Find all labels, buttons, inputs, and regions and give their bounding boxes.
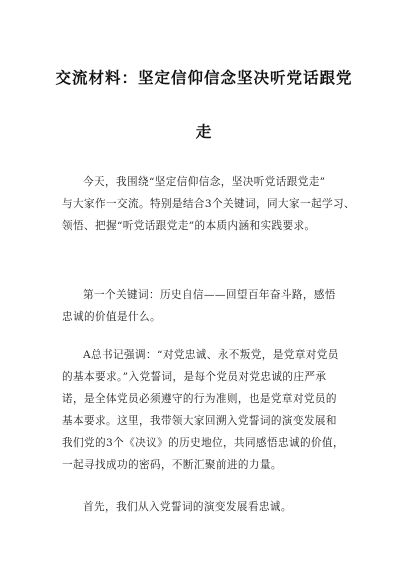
paragraph-line: A总书记强调：“对党忠诚、永不叛党，是党章对党员 (83, 349, 339, 361)
document-title-continuation: 走 (195, 123, 213, 141)
paragraph-line: 领悟、把握“听党话跟党走”的本质内涵和实践要求。 (62, 220, 316, 232)
paragraph-line: 基本要求。这里，我带领大家回溯入党誓词的演变发展和 (62, 415, 337, 427)
paragraph-line: 一起寻找成功的密码，不断汇聚前进的力量。 (62, 459, 282, 471)
paragraph-intro (62, 171, 362, 237)
paragraph-line: 的基本要求。”入党誓词，是每个党员对党忠诚的庄严承 (62, 371, 327, 383)
paragraph-first-point (62, 496, 362, 518)
document-title: 交流材料：坚定信仰信念坚决听党话跟党 (55, 69, 353, 87)
paragraph-line: 第一个关键词：历史自信——回望百年奋斗路，感悟 (83, 289, 336, 301)
paragraph-line: 忠诚的价值是什么。 (62, 311, 161, 323)
paragraph-line: 我们党的3个《决议》的历史地位，共同感悟忠诚的价值， (62, 437, 344, 449)
paragraph-line: 今天，我围绕“坚定信仰信念，坚决听党话跟党走” (83, 176, 326, 188)
paragraph-loyalty (62, 344, 362, 476)
paragraph-line: 诺，是全体党员必须遵守的行为准则，也是党章对党员的 (62, 393, 337, 405)
paragraph-line: 与大家作一交流。特别是结合3个关键词，同大家一起学习、 (62, 198, 355, 210)
paragraph-keyword-one (62, 284, 362, 328)
paragraph-line: 首先，我们从入党誓词的演变发展看忠诚。 (83, 501, 292, 513)
